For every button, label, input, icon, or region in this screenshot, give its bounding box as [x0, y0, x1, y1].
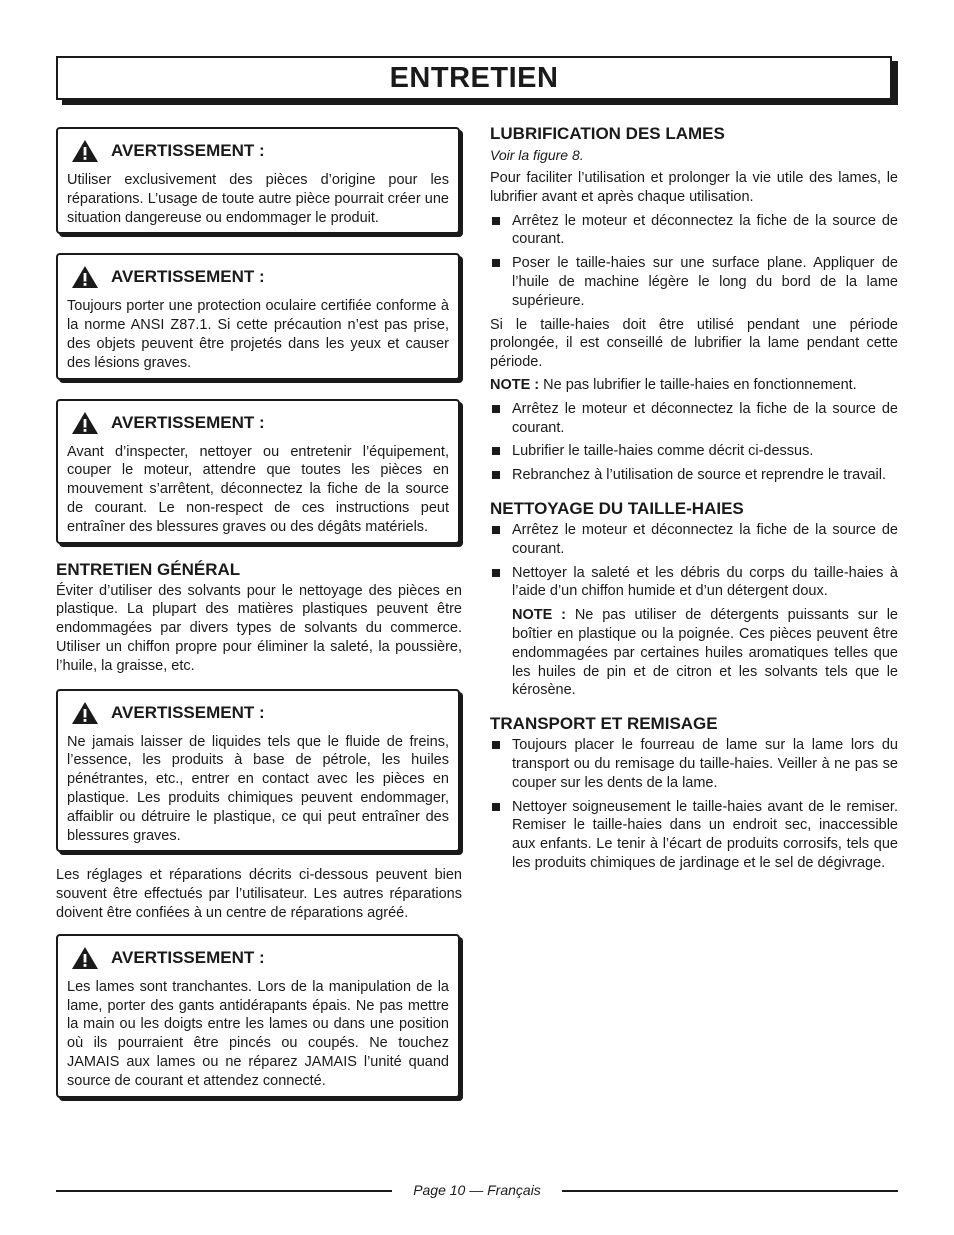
footer-rule-right	[562, 1190, 898, 1192]
warning-header	[71, 139, 449, 163]
lubrication-note	[490, 376, 898, 395]
warning-header	[71, 701, 449, 725]
lubrication-intro: Pour faciliter l’utilisation et prolonger la vie utile des lames, le lubrifier avant et après chaque utilisation.	[490, 170, 898, 205]
transport-steps	[490, 736, 898, 873]
note-text: Ne pas lubrifier le taille-haies en fonctionnement.	[539, 376, 857, 393]
section-heading-cleaning: NETTOYAGE DU TAILLE-HAIES	[490, 498, 744, 518]
lubrication-steps	[490, 212, 898, 311]
warning-text: Avant d’inspecter, nettoyer ou entretenir l’équipement, couper le moteur, attendre que toutes les pièces en mouvement s’arrêtent, déconnectez la fiche de la source de courant. Le non-respect de ces instructions peut entraîner des blessures graves ou des dégâts matériels.	[67, 443, 449, 535]
list-item: Arrêtez le moteur et déconnectez la fiche de la source de courant.	[490, 400, 898, 438]
section-heading-lubrication: LUBRIFICATION DES LAMES	[490, 124, 725, 143]
note-label: NOTE :	[512, 607, 566, 624]
cleaning-steps	[490, 521, 898, 601]
lubrication-steps-2	[490, 400, 898, 485]
note-text: Ne pas utiliser de détergents puissants sur le boîtier en plastique ou la poignée. Ces pièces peuvent être endommagées par certaines huiles aromatiques telles que les huiles de pin et de citron et les solvants tels que le kérosène.	[512, 607, 898, 699]
warning-box-liquids	[56, 689, 460, 853]
warning-triangle-icon	[71, 701, 99, 725]
warning-box-inspection	[56, 399, 460, 544]
page-title-box	[56, 56, 892, 100]
general-maintenance-section	[56, 560, 462, 676]
list-item: Poser le taille-haies sur une surface plane. Appliquer de l’huile de machine légère le long du bord de la lame supérieure.	[490, 254, 898, 310]
warning-label: AVERTISSEMENT :	[111, 412, 265, 432]
warning-header	[71, 411, 449, 435]
warning-triangle-icon	[71, 946, 99, 970]
page-title: ENTRETIEN	[389, 61, 559, 94]
list-item: Arrêtez le moteur et déconnectez la fiche de la source de courant.	[490, 521, 898, 559]
warning-label: AVERTISSEMENT :	[111, 267, 265, 287]
section-heading-general: ENTRETIEN GÉNÉRAL	[56, 559, 241, 579]
warning-text: Utiliser exclusivement des pièces d’origine pour les réparations. L’usage de toute autre pièce pourrait créer une situation dangereuse ou endommager le produit.	[67, 172, 449, 226]
warning-triangle-icon	[71, 265, 99, 289]
lubrication-extended: Si le taille-haies doit être utilisé pendant une période prolongée, il est conseillé de lubrifier la lame pendant cette période.	[490, 316, 898, 371]
list-item: Arrêtez le moteur et déconnectez la fiche de la source de courant.	[490, 212, 898, 250]
left-column	[56, 124, 462, 1098]
section-heading-transport: TRANSPORT ET REMISAGE	[490, 714, 718, 734]
list-item: Rebranchez à l’utilisation de source et reprendre le travail.	[490, 466, 898, 485]
warning-box-blades	[56, 934, 460, 1098]
page-footer: Page 10 — Français	[413, 1182, 541, 1198]
list-item: Lubrifier le taille-haies comme décrit ci-dessus.	[490, 442, 898, 461]
right-column	[490, 124, 898, 878]
warning-label: AVERTISSEMENT :	[111, 141, 265, 160]
footer-rule-left	[56, 1190, 392, 1192]
warning-header	[71, 946, 449, 970]
lubrication-section	[490, 124, 898, 485]
transport-section	[490, 714, 898, 873]
warning-triangle-icon	[71, 411, 99, 435]
cleaning-note	[490, 606, 898, 700]
general-text: Éviter d’utiliser des solvants pour le nettoyage des pièces en plastique. La plupart des matières plastiques peuvent être endommagées par divers types de solvants du commerce. Utiliser un chiffon propre pour éliminer la saleté, la poussière, l’huile, la graisse, etc.	[56, 582, 462, 674]
warning-label: AVERTISSEMENT :	[111, 702, 265, 722]
warning-triangle-icon	[71, 139, 99, 163]
warning-label: AVERTISSEMENT :	[111, 947, 265, 967]
warning-text: Les lames sont tranchantes. Lors de la manipulation de la lame, porter des gants antidérapants épais. Ne pas mettre la main ou les doigts entre les lames ou dans une position où ils pourraient être pincés ou coupés. Ne touchez JAMAIS aux lames ou ne réparez JAMAIS l’unité quand source de courant et attendez connecté.	[67, 978, 449, 1089]
repairs-text: Les réglages et réparations décrits ci-dessous peuvent bien souvent être effectués par l’utilisateur. Les autres réparations doivent être confiées à un centre de réparations agréé.	[56, 867, 462, 921]
list-item: Toujours placer le fourreau de lame sur la lame lors du transport ou du remisage du taille-haies. Veiller à ne pas se couper sur les dents de la lame.	[490, 736, 898, 792]
figure-reference: Voir la figure 8.	[490, 147, 584, 163]
warning-box-parts	[56, 127, 460, 234]
warning-text: Ne jamais laisser de liquides tels que le fluide de freins, l’essence, les produits à base de pétrole, les huiles pénétrantes, etc., entrer en contact avec les pièces en plastique. Les produits chimiques peuvent endommager, affaiblir ou détruire le plastique, ce qui peut entraîner des blessures graves.	[67, 733, 449, 844]
warning-header	[71, 265, 449, 289]
list-item: Nettoyer soigneusement le taille-haies avant de le remiser. Remiser le taille-haies dans un endroit sec, inaccessible aux enfants. Le tenir à l’écart de produits corrosifs, tels que les produits chimiques de jardinage et le sel de dégivrage.	[490, 798, 898, 873]
cleaning-section	[490, 499, 898, 700]
warning-text: Toujours porter une protection oculaire certifiée conforme à la norme ANSI Z87.1. Si cette précaution n’est pas prise, des objets peuvent être projetés dans les yeux et causer des lésions graves.	[67, 298, 449, 371]
warning-box-eye-protection	[56, 253, 460, 379]
list-item: Nettoyer la saleté et les débris du corps du taille-haies à l’aide d’un chiffon humide et d’un détergent doux.	[490, 564, 898, 602]
note-label: NOTE :	[490, 376, 540, 393]
